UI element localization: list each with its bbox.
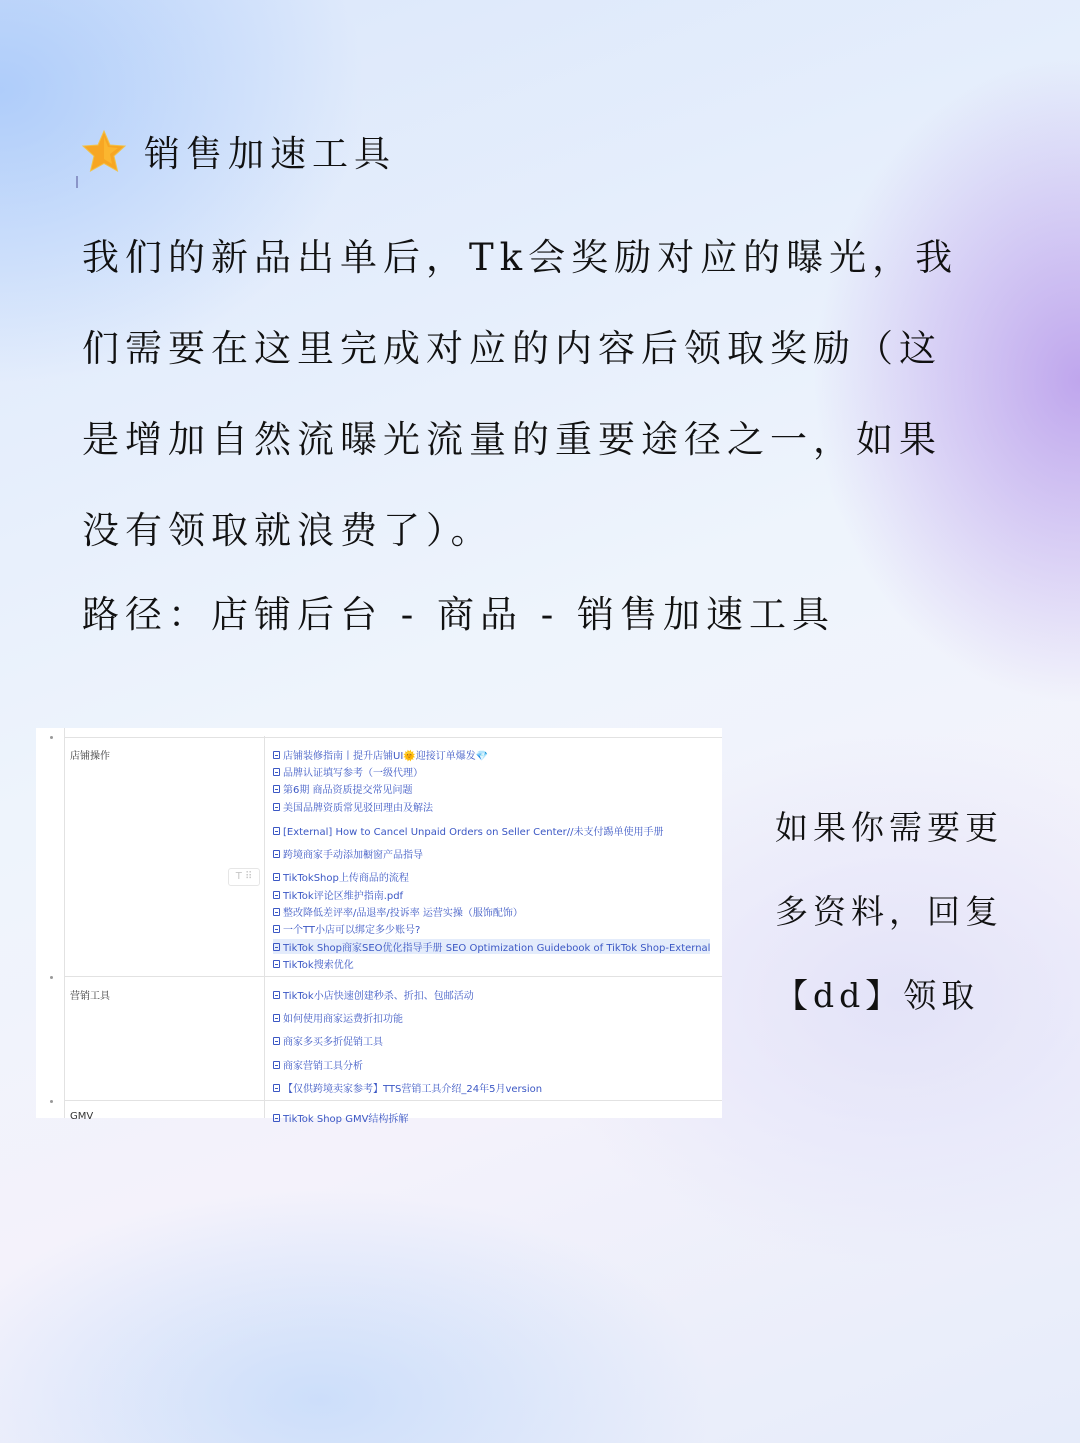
page-title: 销售加速工具 <box>144 134 397 175</box>
doc-icon <box>273 960 280 968</box>
doc-link[interactable]: TikTok Shop GMV结构拆解 <box>273 1110 408 1125</box>
doc-link[interactable]: 整改降低差评率/品退率/投诉率 运营实操（服饰配饰） <box>273 904 523 919</box>
pdf-icon <box>273 891 280 899</box>
header <box>80 126 396 177</box>
doc-icon <box>273 943 280 951</box>
doc-icon <box>273 1061 280 1069</box>
row-handle-dot <box>50 736 53 739</box>
doc-link[interactable]: TikTok搜索优化 <box>273 956 354 971</box>
doc-link[interactable]: 第6期 商品资质提交常见问题 <box>273 781 413 796</box>
row-handle-dot <box>50 976 53 979</box>
doc-icon <box>273 850 280 858</box>
doc-link[interactable]: 品牌认证填写参考（一级代理） <box>273 764 423 779</box>
category-gmv: GMV <box>70 1111 94 1122</box>
text-cursor <box>76 176 78 188</box>
doc-link[interactable]: 如何使用商家运费折扣功能 <box>273 1010 403 1025</box>
star-icon <box>80 128 128 176</box>
doc-link[interactable]: TikTokShop上传商品的流程 <box>273 869 409 884</box>
doc-link[interactable]: 店铺装修指南丨提升店铺UI🌞迎接订单爆发💎 <box>273 747 488 762</box>
table-row-divider <box>64 976 722 977</box>
table-row-divider <box>64 737 722 738</box>
doc-link[interactable]: 一个TT小店可以绑定多少账号? <box>273 921 420 936</box>
doc-icon <box>273 1114 280 1122</box>
doc-link[interactable]: 商家营销工具分析 <box>273 1057 363 1072</box>
clipboard-icon <box>273 768 280 776</box>
table-row-divider <box>64 1100 722 1101</box>
doc-icon <box>273 803 280 811</box>
reply-instruction: 如果你需要更多资料，回复【dd】领取 <box>775 808 1003 1015</box>
doc-icon <box>273 1037 280 1045</box>
doc-icon <box>273 873 280 881</box>
doc-link[interactable]: 商家多买多折促销工具 <box>273 1033 383 1048</box>
doc-icon <box>273 751 280 759</box>
doc-table-screenshot <box>36 728 722 1125</box>
doc-link-highlighted[interactable]: TikTok Shop商家SEO优化指导手册 SEO Optimization Guidebook of TikTok Shop-External <box>273 939 710 954</box>
doc-icon <box>273 785 280 793</box>
doc-icon <box>273 908 280 916</box>
category-marketing-tools: 营销工具 <box>70 991 110 1002</box>
table-column-divider <box>264 736 265 1118</box>
doc-icon <box>273 925 280 933</box>
sheet-icon <box>273 1084 280 1092</box>
row-handle-dot <box>50 1100 53 1103</box>
doc-link[interactable]: TikTok小店快速创建秒杀、折扣、包邮活动 <box>273 987 474 1002</box>
navigation-path: 路径：店铺后台 - 商品 - 销售加速工具 <box>82 593 836 636</box>
doc-icon <box>273 991 280 999</box>
table-left-border <box>64 728 65 1118</box>
doc-icon <box>273 1014 280 1022</box>
doc-link[interactable]: 美国品牌资质常见驳回理由及解法 <box>273 799 433 814</box>
doc-link[interactable]: 【仅供跨境卖家参考】TTS营销工具介绍_24年5月version <box>273 1080 542 1095</box>
doc-link[interactable]: 跨境商家手动添加橱窗产品指导 <box>273 846 423 861</box>
text-format-button[interactable]: T ⠿ <box>228 868 260 886</box>
doc-link[interactable]: [External] How to Cancel Unpaid Orders on Seller Center//未支付踢单使用手册 <box>273 823 664 838</box>
description-paragraph: 我们的新品出单后，Tk会奖励对应的曝光，我们需要在这里完成对应的内容后领取奖励（这是增加自然流曝光流量的重要途径之一，如果没有领取就浪费了）。 <box>82 236 959 552</box>
category-store-ops: 店铺操作 <box>70 751 110 762</box>
doc-link[interactable]: TikTok评论区维护指南.pdf <box>273 887 403 902</box>
doc-icon <box>273 827 280 835</box>
